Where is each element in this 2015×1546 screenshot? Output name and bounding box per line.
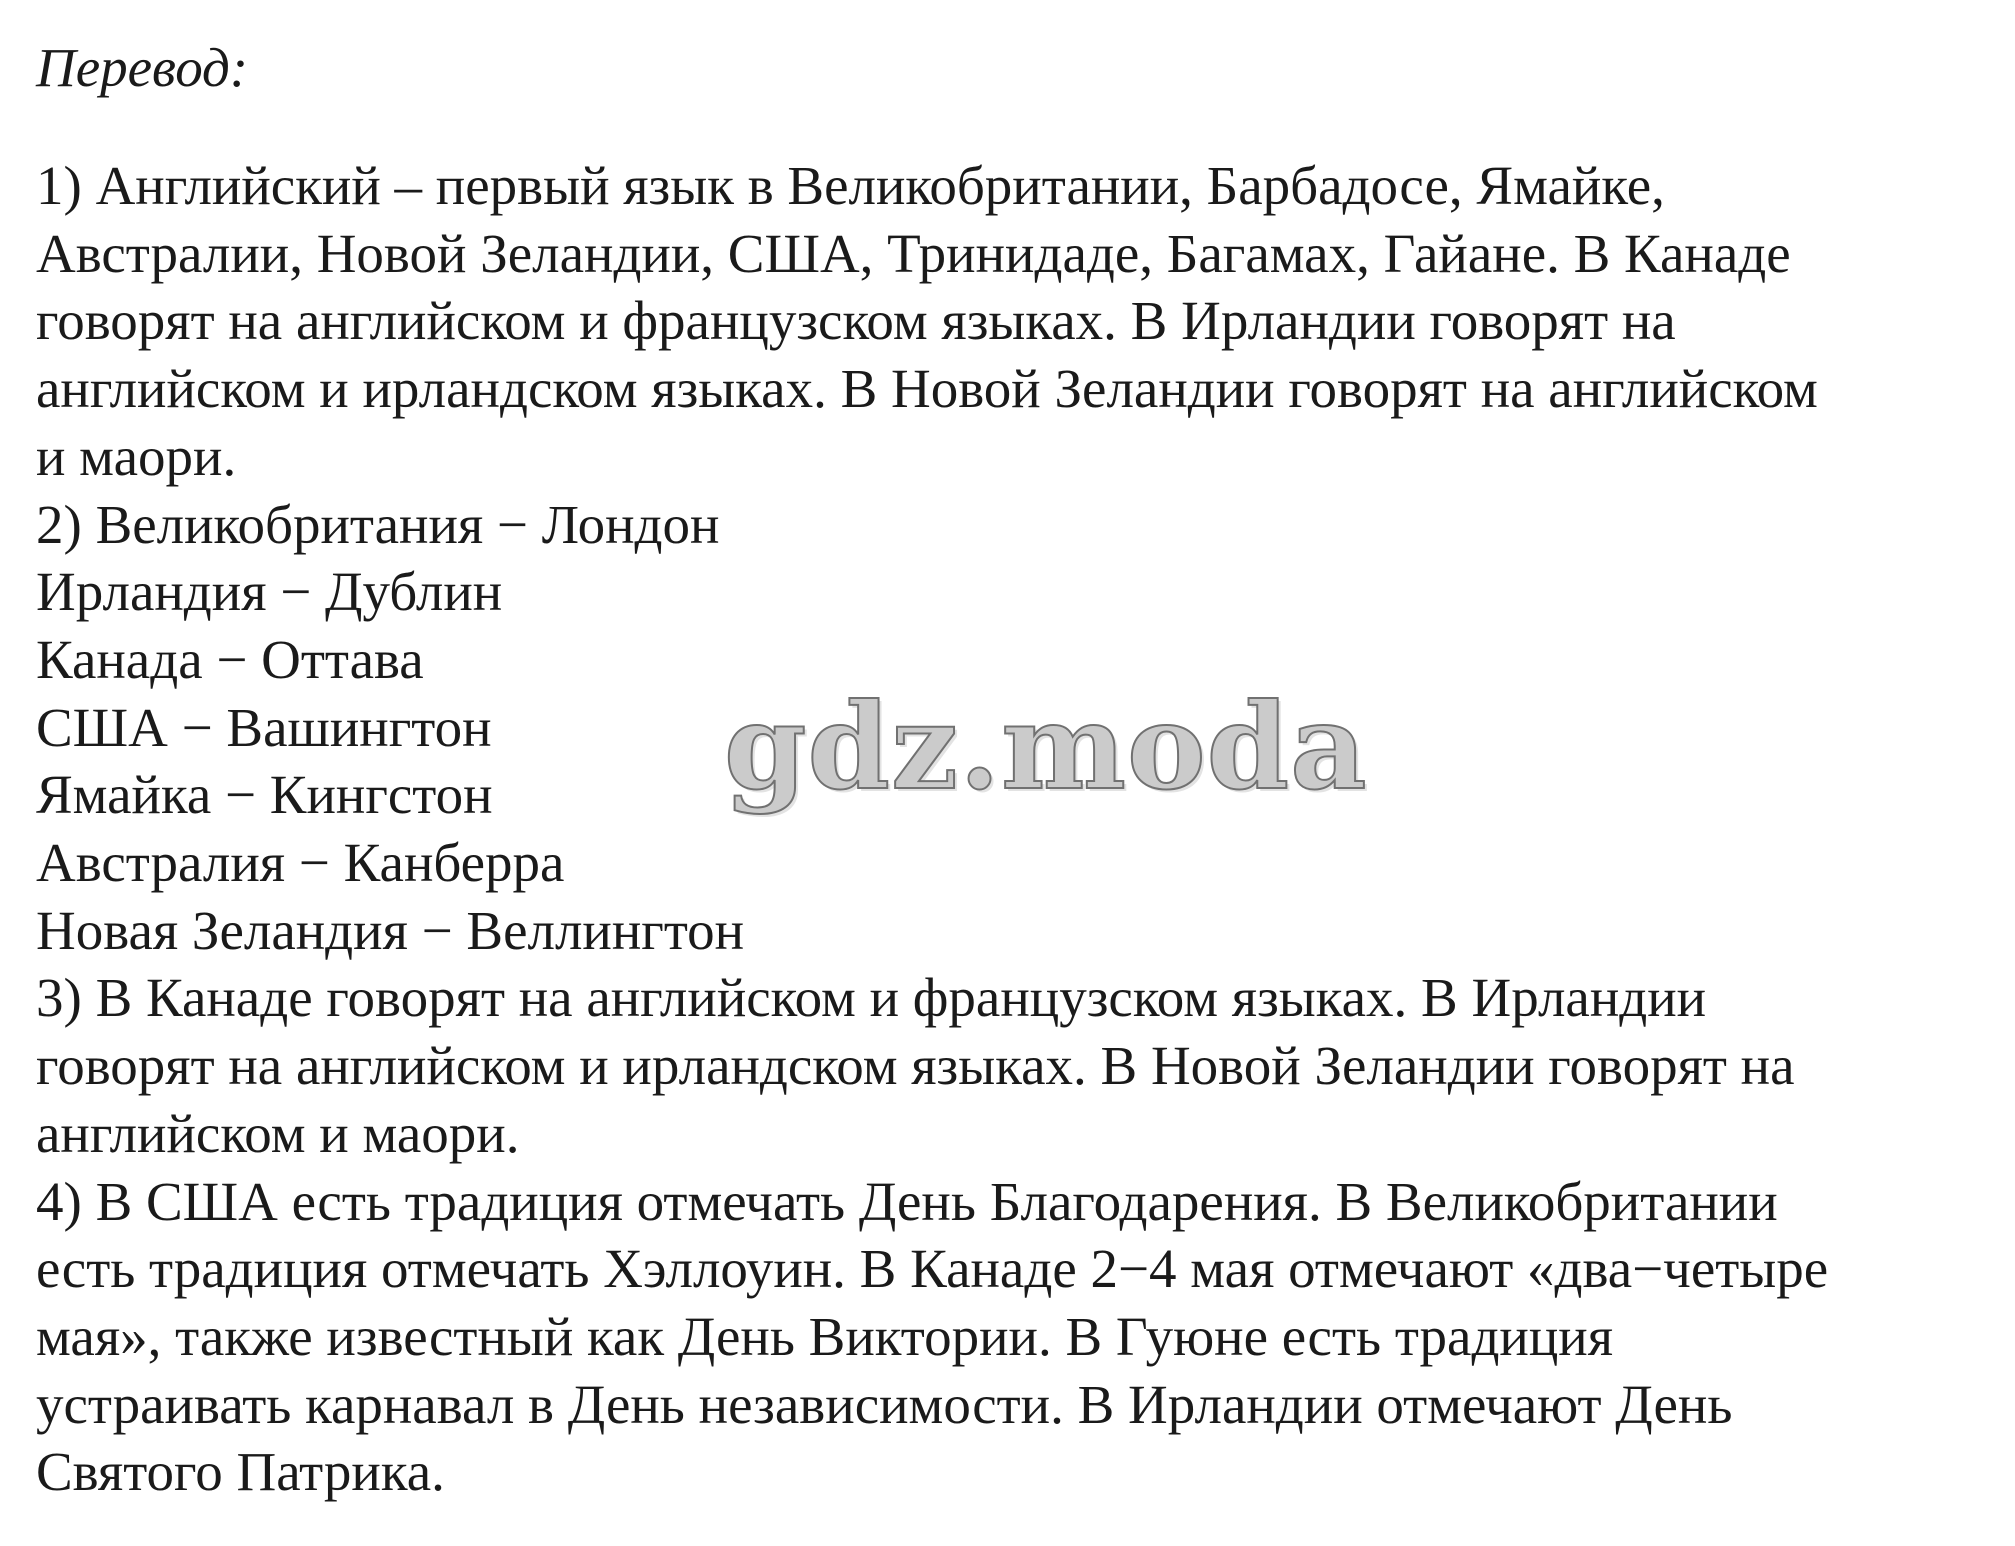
document-body	[36, 152, 1986, 1506]
text-line: США − Вашингтон	[36, 696, 492, 758]
text-line: Канада − Оттава	[36, 628, 424, 690]
text-line: Ямайка − Кингстон	[36, 764, 493, 826]
text-line: 1) Английский – первый язык в Великобритании, Барбадосе, Ямайке,	[36, 155, 1665, 216]
text-line: есть традиция отмечать Хэллоуин. В Канаде 2−4 мая отмечают «два−четыре	[36, 1238, 1829, 1300]
text-line: Австралии, Новой Зеландии, США, Тринидаде, Багамах, Гайане. В Канаде	[36, 222, 1791, 284]
text-line: 3) В Канаде говорят на английском и французском языках. В Ирландии	[36, 967, 1707, 1029]
watermark-logo: gdz.moda	[724, 677, 1368, 816]
text-line: и маори.	[36, 425, 237, 487]
text-line: Австралия − Канберра	[36, 832, 565, 894]
text-line: устраивать карнавал в День независимости. В Ирландии отмечают День	[36, 1373, 1733, 1435]
text-line: Святого Патрика.	[36, 1441, 445, 1503]
text-line: английском и ирландском языках. В Новой Зеландии говорят на английском	[36, 358, 1818, 420]
text-line: 2) Великобритания − Лондон	[36, 493, 720, 555]
text-line: английском и маори.	[36, 1102, 520, 1164]
text-line: 4) В США есть традиция отмечать День Благодарения. В Великобритании	[36, 1170, 1778, 1232]
text-line: говорят на английском и французском языках. В Ирландии говорят на	[36, 290, 1676, 352]
text-line: Ирландия − Дублин	[36, 561, 503, 623]
document-heading: Перевод:	[36, 37, 249, 98]
text-line: говорят на английском и ирландском языках. В Новой Зеландии говорят на	[36, 1035, 1795, 1097]
text-line: Новая Зеландия − Веллингтон	[36, 899, 745, 961]
text-line: мая», также известный как День Виктории. В Гуюне есть традиция	[36, 1305, 1614, 1367]
